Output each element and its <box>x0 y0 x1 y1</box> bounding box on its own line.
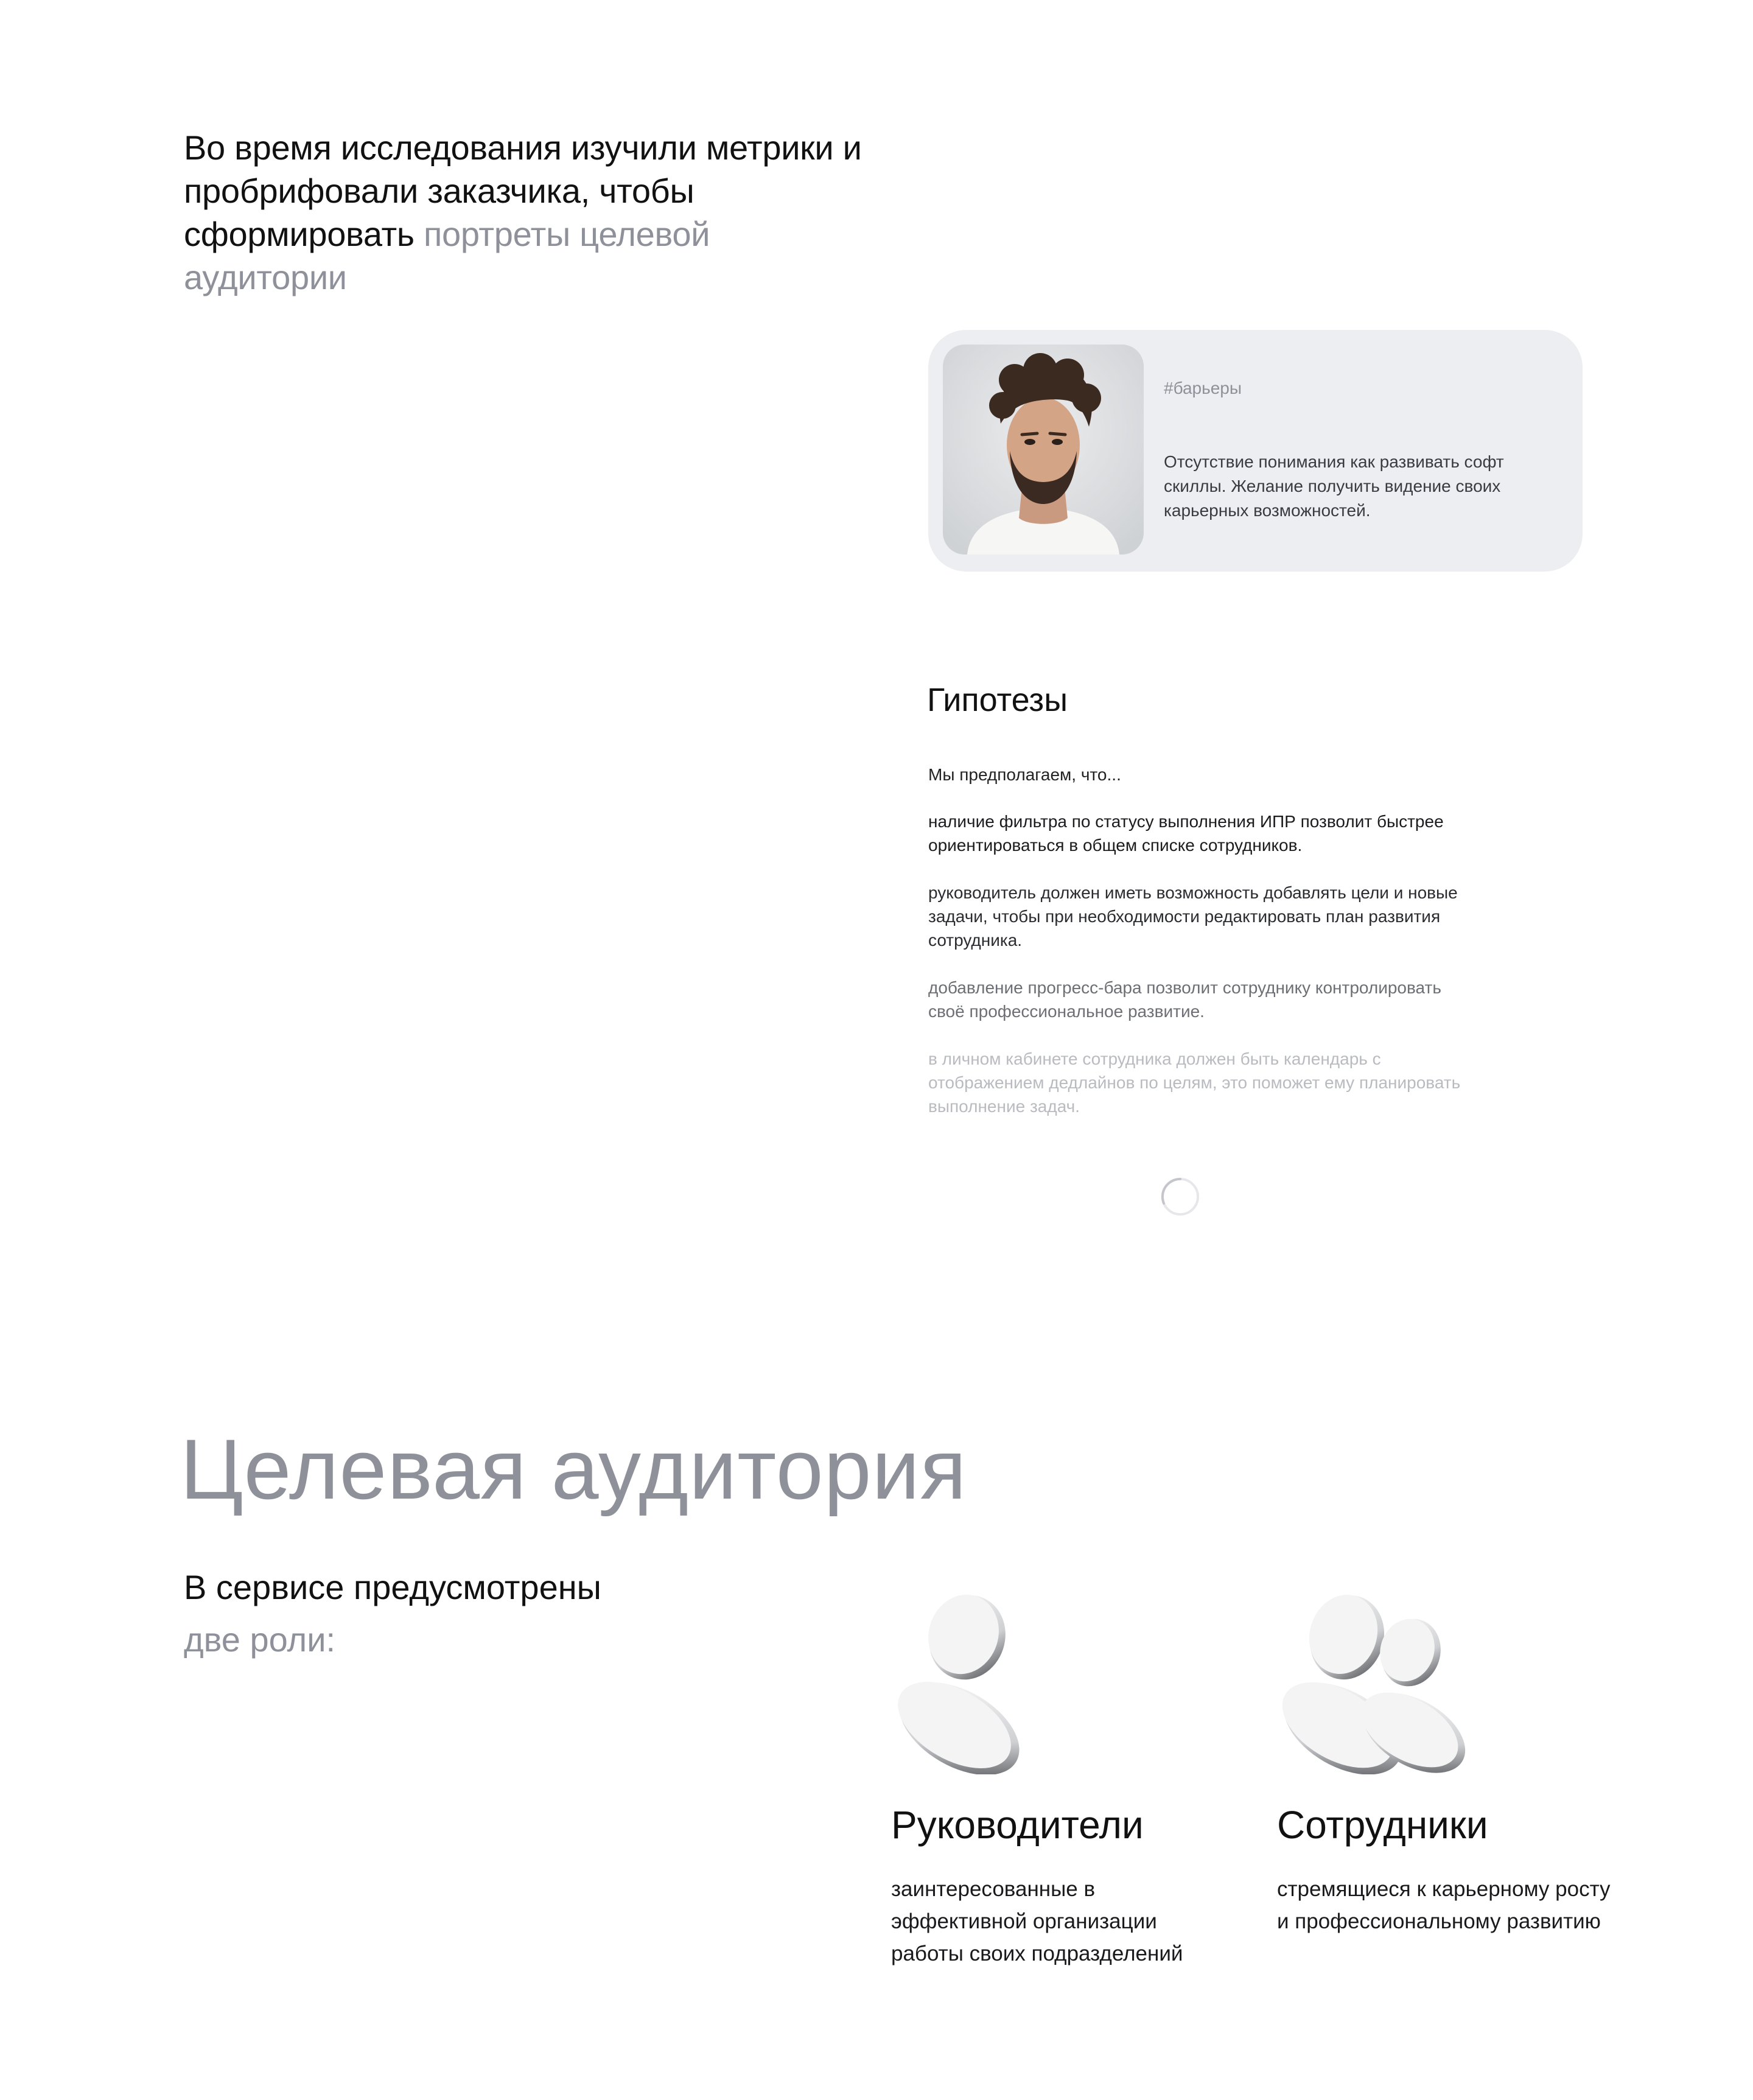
target-audience-title: Целевая аудитория <box>180 1421 967 1517</box>
role-name: Руководители <box>891 1803 1144 1847</box>
persona-description: Отсутствие понимания как развивать софт скиллы. Желание получить видение своих карьерных возможностей. <box>1164 452 1504 520</box>
role-card-managers <box>891 1592 1232 1993</box>
role-card-employees <box>1277 1592 1618 1993</box>
subtitle-main: В сервисе предусмотрены <box>184 1568 601 1606</box>
group-users-icon <box>1277 1592 1472 1774</box>
target-audience-subtitle <box>184 1561 732 1666</box>
hypothesis-item: наличие фильтра по статусу выполнения ИПР позволит быстрее ориентироваться в общем списке сотрудников. <box>928 812 1444 855</box>
role-name: Сотрудники <box>1277 1803 1488 1847</box>
intro-heading <box>184 126 878 299</box>
role-description: заинтересованные в эффективной организации работы своих подразделений <box>891 1877 1183 1965</box>
subtitle-highlight: две роли: <box>184 1620 336 1659</box>
single-user-icon <box>891 1592 1037 1774</box>
loading-spinner-icon <box>1160 1177 1200 1217</box>
hypotheses-intro: Мы предполагаем, что... <box>928 765 1121 784</box>
persona-tag: #барьеры <box>1164 379 1242 397</box>
hypotheses-title: Гипотезы <box>927 682 1068 718</box>
persona-card <box>928 330 1583 572</box>
hypothesis-item: добавление прогресс-бара позволит сотруднику контролировать своё профессиональное развитие. <box>928 978 1441 1021</box>
persona-photo <box>943 345 1144 555</box>
intro-highlight: портреты целевой аудитории <box>184 215 710 296</box>
hypothesis-item: руководитель должен иметь возможность добавлять цели и новые задачи, чтобы при необходимости редактировать план развития сотрудника. <box>928 883 1458 950</box>
hypothesis-item: в личном кабинете сотрудника должен быть календарь с отображением дедлайнов по целям, это поможет ему планировать выполнение задач. <box>928 1049 1461 1116</box>
hypotheses-list <box>928 810 1476 1142</box>
intro-text: Во время исследования изучили метрики и пробрифовали заказчика, чтобы сформировать <box>184 128 862 253</box>
role-description: стремящиеся к карьерному росту и профессиональному развитию <box>1277 1877 1611 1933</box>
